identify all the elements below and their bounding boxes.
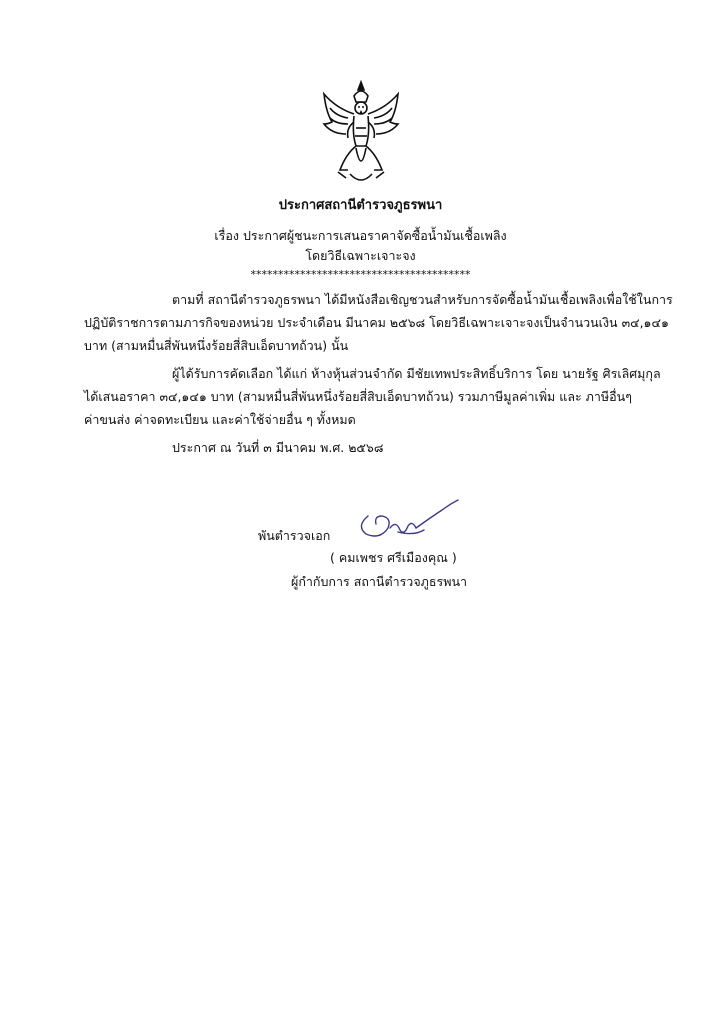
announcement-date: ประกาศ ณ วันที่ ๓ มีนาคม พ.ศ. ๒๕๖๘ — [172, 440, 384, 455]
signatory-name: ( คมเพชร ศรีเมืองคุณ ) — [330, 550, 457, 565]
document-title: ประกาศสถานีตำรวจภูธรพนา — [278, 198, 443, 213]
paragraph-1-line-3: บาท (สามหมื่นสี่พันหนึ่งร้อยสี่สิบเอ็ดบาทถ้วน) นั้น — [84, 338, 349, 353]
paragraph-1-line-2: ปฏิบัติราชการตามภารกิจของหน่วย ประจำเดือน มีนาคม ๒๕๖๘ โดยวิธีเฉพาะเจาะจงเป็นจำนวนเงิน ๓๔,๑๔๑ — [84, 315, 669, 330]
separator-stars: **************************************** — [250, 268, 471, 281]
paragraph-1-line-1: ตามที่ สถานีตำรวจภูธรพนา ได้มีหนังสือเชิญชวนสำหรับการจัดซื้อน้ำมันเชื้อเพลิงเพื่อใช้ในการ — [172, 292, 673, 307]
subject-line-1: เรื่อง ประกาศผู้ชนะการเสนอราคาจัดซื้อน้ำมันเชื้อเพลิง — [214, 228, 507, 243]
garuda-emblem-icon — [318, 78, 404, 188]
handwritten-signature — [354, 496, 464, 546]
signatory-rank: พันตำรวจเอก — [258, 528, 331, 543]
paragraph-2-line-3: ค่าขนส่ง ค่าจดทะเบียน และค่าใช้จ่ายอื่น ๆ ทั้งหมด — [84, 412, 356, 427]
paragraph-2-line-1: ผู้ได้รับการคัดเลือก ได้แก่ ห้างหุ้นส่วนจำกัด มีชัยเทพประสิทธิ์บริการ โดย นายรัฐ ศิรเลิศมุกุล — [172, 366, 661, 381]
signatory-position: ผู้กำกับการ สถานีตำรวจภูธรพนา — [291, 574, 468, 589]
paragraph-2-line-2: ได้เสนอราคา ๓๔,๑๔๑ บาท (สามหมื่นสี่พันหนึ่งร้อยสี่สิบเอ็ดบาทถ้วน) รวมภาษีมูลค่าเพิ่ม และ ภาษีอื่นๆ — [84, 389, 632, 404]
subject-line-2: โดยวิธีเฉพาะเจาะจง — [305, 248, 416, 263]
